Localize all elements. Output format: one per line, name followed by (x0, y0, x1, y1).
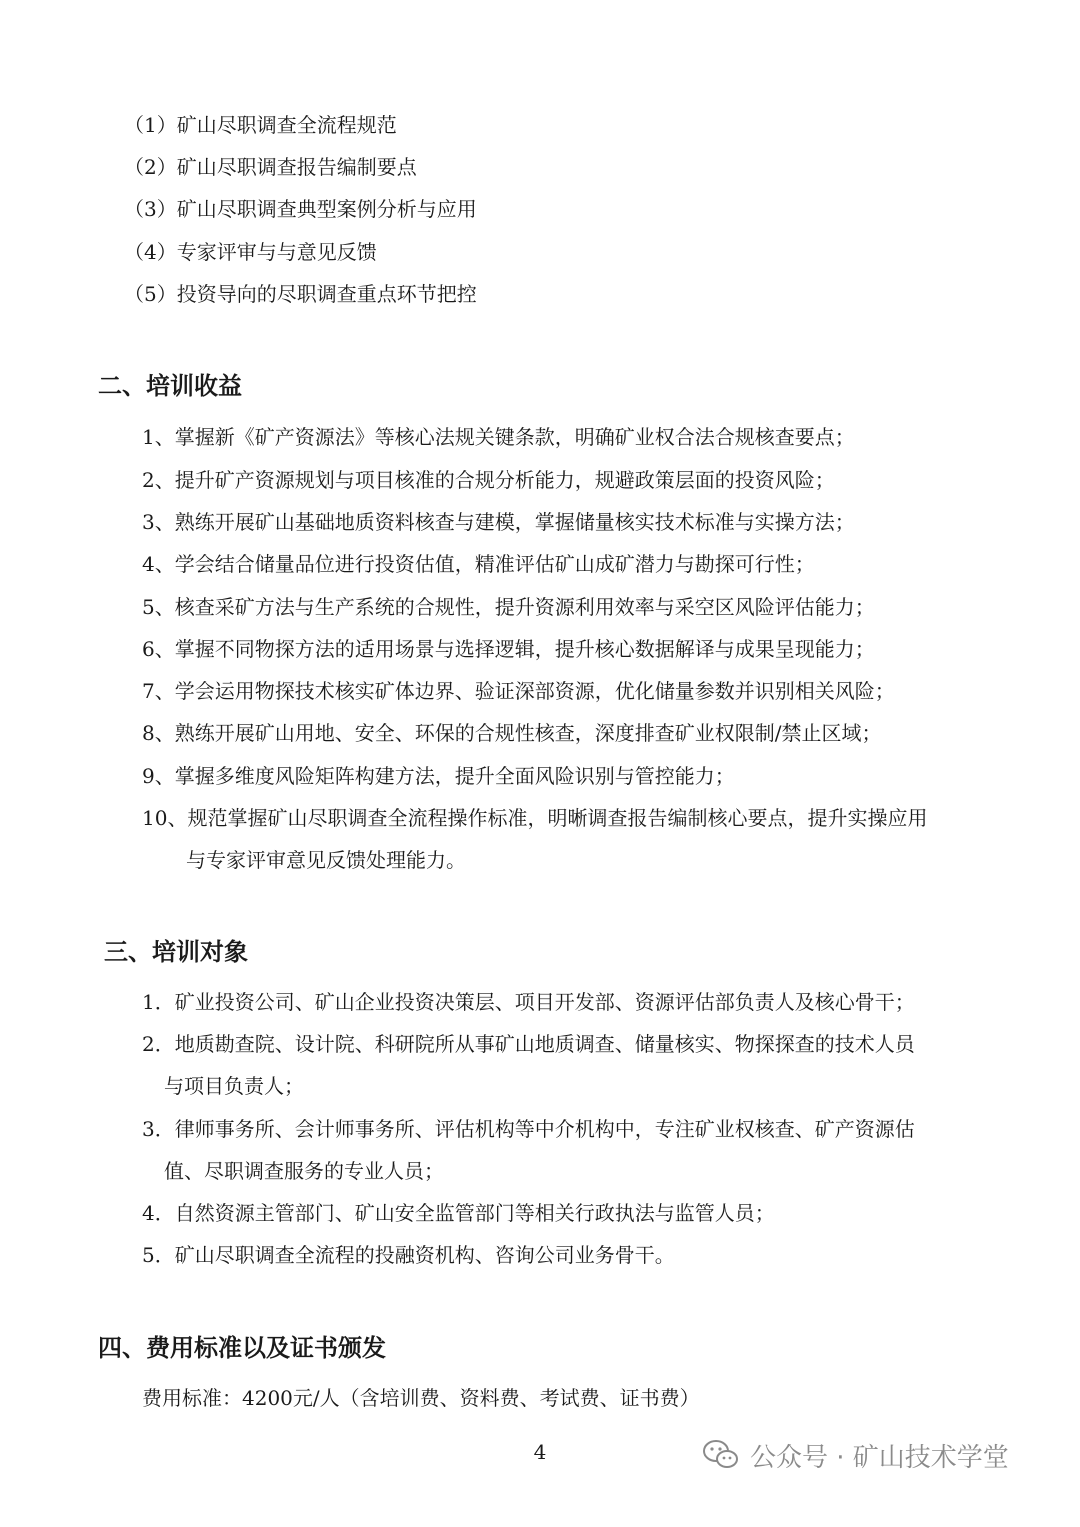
course-item: （3）矿山尽职调查典型案例分析与应用 (124, 197, 477, 221)
audience-item: 2．地质勘查院、设计院、科研院所从事矿山地质调查、储量核实、物探探查的技术人员 (142, 1032, 915, 1056)
audience-item: 1．矿业投资公司、矿山企业投资决策层、项目开发部、资源评估部负责人及核心骨干； (142, 990, 915, 1014)
audience-item-continuation: 与项目负责人； (164, 1074, 304, 1098)
benefit-item: 10、规范掌握矿山尽职调查全流程操作标准，明晰调查报告编制核心要点，提升实操应用 (142, 806, 928, 830)
course-item: （2）矿山尽职调查报告编制要点 (124, 155, 417, 179)
audience-item: 3．律师事务所、会计师事务所、评估机构等中介机构中，专注矿业权核查、矿产资源估 (142, 1117, 915, 1141)
benefit-item: 5、核查采矿方法与生产系统的合规性，提升资源利用效率与采空区风险评估能力； (142, 595, 875, 619)
fee-text: 费用标准：4200元/人（含培训费、资料费、考试费、证书费） (142, 1386, 700, 1410)
course-item: （1）矿山尽职调查全流程规范 (124, 113, 397, 137)
benefit-item: 6、掌握不同物探方法的适用场景与选择逻辑，提升核心数据解译与成果呈现能力； (142, 637, 875, 661)
benefit-item: 8、熟练开展矿山用地、安全、环保的合规性核查，深度排查矿业权限制/禁止区域； (142, 721, 882, 745)
section-heading-benefits: 二、培训收益 (98, 372, 242, 400)
benefit-item: 3、熟练开展矿山基础地质资料核查与建模，掌握储量核实技术标准与实操方法； (142, 510, 855, 534)
benefit-item: 4、学会结合储量品位进行投资估值，精准评估矿山成矿潜力与勘探可行性； (142, 552, 815, 576)
section-heading-audience: 三、培训对象 (104, 938, 248, 966)
section-heading-fees: 四、费用标准以及证书颁发 (98, 1334, 386, 1362)
benefit-item: 9、掌握多维度风险矩阵构建方法，提升全面风险识别与管控能力； (142, 764, 735, 788)
course-item: （5）投资导向的尽职调查重点环节把控 (124, 282, 477, 306)
audience-item-continuation: 值、尽职调查服务的专业人员； (164, 1159, 444, 1183)
audience-item: 5．矿山尽职调查全流程的投融资机构、咨询公司业务骨干。 (142, 1243, 675, 1267)
page-number: 4 (533, 1440, 547, 1464)
watermark-text: 公众号 · 矿山技术学堂 (750, 1442, 1009, 1473)
audience-item: 4．自然资源主管部门、矿山安全监管部门等相关行政执法与监管人员； (142, 1201, 775, 1225)
wechat-icon (702, 1439, 740, 1471)
benefit-item: 2、提升矿产资源规划与项目核准的合规分析能力，规避政策层面的投资风险； (142, 468, 835, 492)
watermark (702, 1433, 1009, 1477)
benefit-item-continuation: 与专家评审意见反馈处理能力。 (186, 848, 466, 872)
benefit-item: 1、掌握新《矿产资源法》等核心法规关键条款，明确矿业权合法合规核查要点； (142, 425, 855, 449)
benefit-item: 7、学会运用物探技术核实矿体边界、验证深部资源，优化储量参数并识别相关风险； (142, 679, 895, 703)
course-item: （4）专家评审与与意见反馈 (124, 240, 377, 264)
